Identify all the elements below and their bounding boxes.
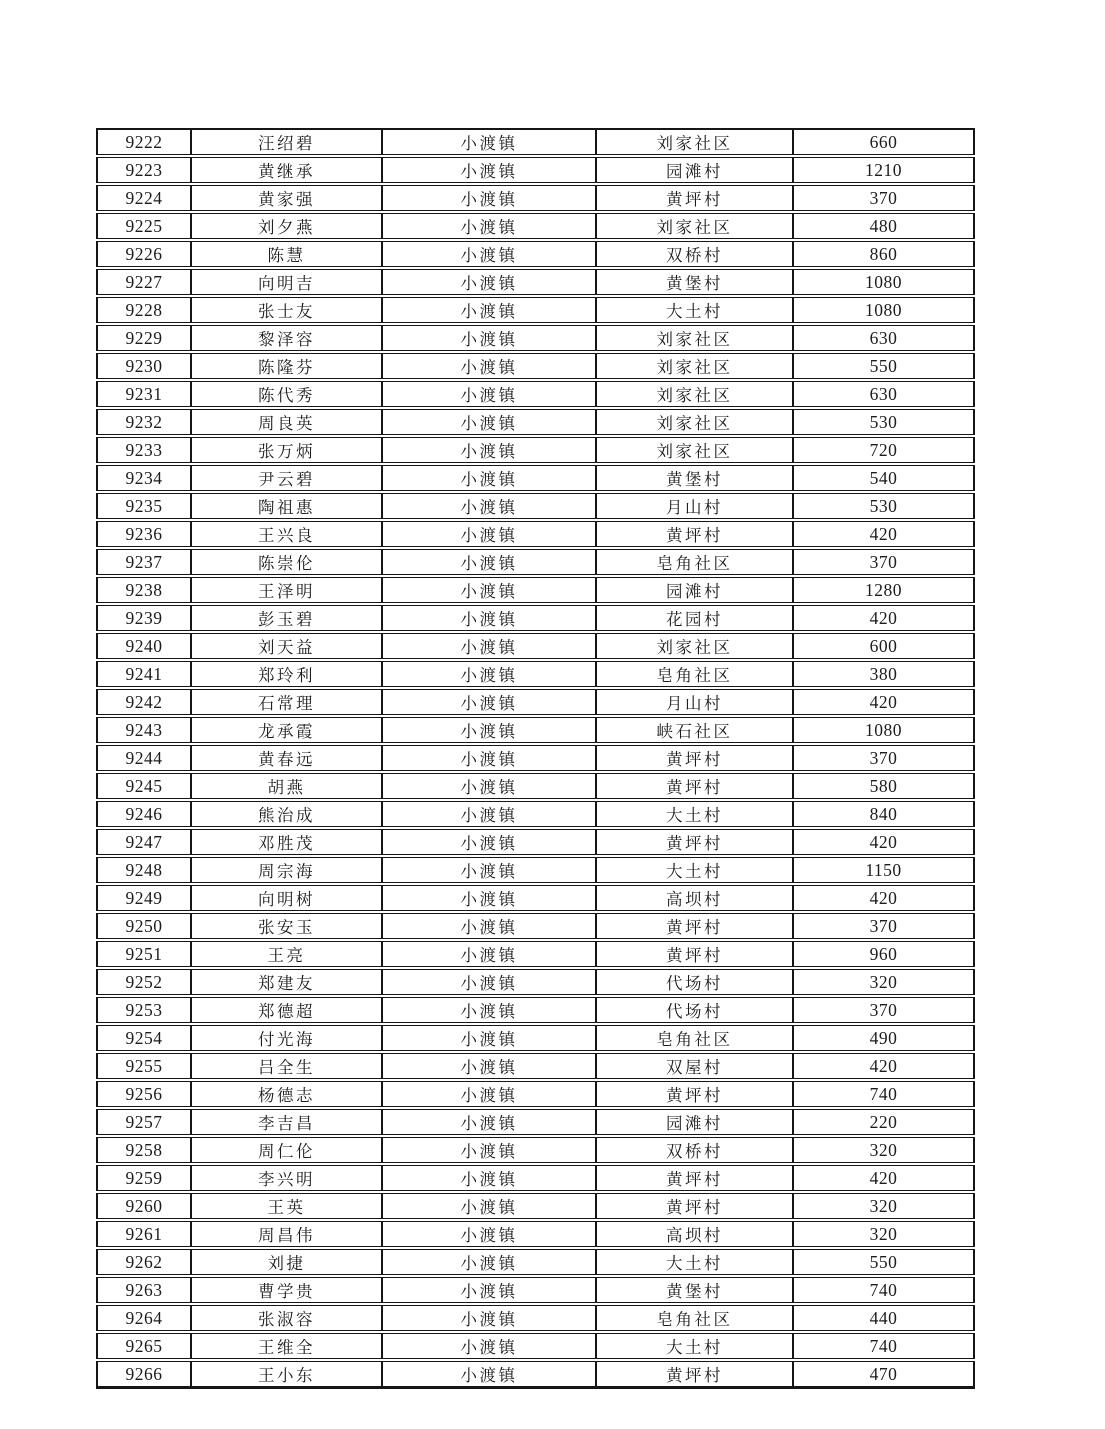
- table-row: [97, 520, 974, 548]
- cell-amount: 550: [793, 1248, 974, 1276]
- cell-village: 黄坪村: [596, 744, 793, 772]
- cell-id: 9234: [97, 464, 191, 492]
- cell-id: 9246: [97, 800, 191, 828]
- table-row: [97, 129, 974, 156]
- cell-town: 小渡镇: [382, 408, 596, 436]
- cell-village: 刘家社区: [596, 436, 793, 464]
- cell-name: 刘捷: [191, 1248, 382, 1276]
- cell-id: 9264: [97, 1304, 191, 1332]
- cell-amount: 540: [793, 464, 974, 492]
- cell-id: 9258: [97, 1136, 191, 1164]
- cell-town: 小渡镇: [382, 1136, 596, 1164]
- cell-village: 刘家社区: [596, 129, 793, 156]
- cell-amount: 1080: [793, 268, 974, 296]
- cell-id: 9239: [97, 604, 191, 632]
- cell-amount: 420: [793, 688, 974, 716]
- cell-village: 大土村: [596, 800, 793, 828]
- cell-name: 向明树: [191, 884, 382, 912]
- table-row: [97, 1276, 974, 1304]
- cell-town: 小渡镇: [382, 632, 596, 660]
- table-row: [97, 1024, 974, 1052]
- table-row: [97, 968, 974, 996]
- cell-name: 陶祖惠: [191, 492, 382, 520]
- cell-town: 小渡镇: [382, 1220, 596, 1248]
- table-row: [97, 268, 974, 296]
- cell-amount: 380: [793, 660, 974, 688]
- cell-name: 胡燕: [191, 772, 382, 800]
- table-row: [97, 828, 974, 856]
- cell-id: 9244: [97, 744, 191, 772]
- table-body: [97, 129, 974, 1388]
- cell-name: 张淑容: [191, 1304, 382, 1332]
- cell-town: 小渡镇: [382, 1248, 596, 1276]
- cell-name: 周良英: [191, 408, 382, 436]
- cell-town: 小渡镇: [382, 1276, 596, 1304]
- cell-name: 付光海: [191, 1024, 382, 1052]
- cell-id: 9254: [97, 1024, 191, 1052]
- table-row: [97, 1192, 974, 1220]
- cell-town: 小渡镇: [382, 716, 596, 744]
- cell-town: 小渡镇: [382, 1080, 596, 1108]
- cell-id: 9223: [97, 156, 191, 184]
- cell-village: 月山村: [596, 492, 793, 520]
- cell-town: 小渡镇: [382, 268, 596, 296]
- table-row: [97, 688, 974, 716]
- cell-village: 黄坪村: [596, 1192, 793, 1220]
- table-row: [97, 1220, 974, 1248]
- cell-amount: 320: [793, 1220, 974, 1248]
- cell-amount: 740: [793, 1080, 974, 1108]
- cell-name: 周昌伟: [191, 1220, 382, 1248]
- cell-id: 9226: [97, 240, 191, 268]
- cell-amount: 480: [793, 212, 974, 240]
- cell-amount: 320: [793, 1192, 974, 1220]
- cell-village: 双桥村: [596, 240, 793, 268]
- cell-id: 9249: [97, 884, 191, 912]
- table-row: [97, 184, 974, 212]
- cell-id: 9225: [97, 212, 191, 240]
- cell-town: 小渡镇: [382, 1304, 596, 1332]
- cell-name: 张安玉: [191, 912, 382, 940]
- cell-id: 9260: [97, 1192, 191, 1220]
- cell-id: 9261: [97, 1220, 191, 1248]
- cell-village: 峡石社区: [596, 716, 793, 744]
- cell-town: 小渡镇: [382, 828, 596, 856]
- cell-village: 黄坪村: [596, 1080, 793, 1108]
- cell-town: 小渡镇: [382, 352, 596, 380]
- cell-id: 9255: [97, 1052, 191, 1080]
- cell-amount: 420: [793, 828, 974, 856]
- cell-name: 郑德超: [191, 996, 382, 1024]
- table-row: [97, 436, 974, 464]
- cell-town: 小渡镇: [382, 436, 596, 464]
- cell-amount: 470: [793, 1360, 974, 1388]
- table-row: [97, 408, 974, 436]
- table-row: [97, 1136, 974, 1164]
- cell-amount: 370: [793, 744, 974, 772]
- cell-name: 黄家强: [191, 184, 382, 212]
- cell-id: 9263: [97, 1276, 191, 1304]
- cell-town: 小渡镇: [382, 296, 596, 324]
- cell-amount: 600: [793, 632, 974, 660]
- table-row: [97, 856, 974, 884]
- table-row: [97, 212, 974, 240]
- cell-village: 园滩村: [596, 156, 793, 184]
- cell-amount: 1210: [793, 156, 974, 184]
- cell-amount: 960: [793, 940, 974, 968]
- cell-village: 黄堡村: [596, 268, 793, 296]
- cell-name: 李兴明: [191, 1164, 382, 1192]
- cell-name: 黄继承: [191, 156, 382, 184]
- table-row: [97, 632, 974, 660]
- cell-id: 9229: [97, 324, 191, 352]
- cell-amount: 740: [793, 1276, 974, 1304]
- cell-village: 刘家社区: [596, 408, 793, 436]
- cell-amount: 630: [793, 380, 974, 408]
- table-row: [97, 1052, 974, 1080]
- table-row: [97, 324, 974, 352]
- cell-id: 9224: [97, 184, 191, 212]
- cell-town: 小渡镇: [382, 576, 596, 604]
- cell-amount: 420: [793, 1164, 974, 1192]
- cell-town: 小渡镇: [382, 1024, 596, 1052]
- cell-town: 小渡镇: [382, 688, 596, 716]
- cell-village: 黄坪村: [596, 912, 793, 940]
- cell-village: 黄坪村: [596, 940, 793, 968]
- table-row: [97, 996, 974, 1024]
- cell-name: 周仁伦: [191, 1136, 382, 1164]
- table-row: [97, 940, 974, 968]
- cell-village: 大土村: [596, 856, 793, 884]
- cell-name: 刘夕燕: [191, 212, 382, 240]
- cell-village: 皂角社区: [596, 1024, 793, 1052]
- cell-town: 小渡镇: [382, 884, 596, 912]
- cell-village: 花园村: [596, 604, 793, 632]
- cell-village: 刘家社区: [596, 212, 793, 240]
- cell-town: 小渡镇: [382, 772, 596, 800]
- cell-town: 小渡镇: [382, 1108, 596, 1136]
- cell-village: 刘家社区: [596, 352, 793, 380]
- cell-town: 小渡镇: [382, 464, 596, 492]
- cell-amount: 370: [793, 184, 974, 212]
- cell-id: 9236: [97, 520, 191, 548]
- cell-name: 张士友: [191, 296, 382, 324]
- table-row: [97, 156, 974, 184]
- cell-village: 黄坪村: [596, 1164, 793, 1192]
- cell-amount: 720: [793, 436, 974, 464]
- cell-name: 王兴良: [191, 520, 382, 548]
- cell-id: 9259: [97, 1164, 191, 1192]
- cell-village: 双屋村: [596, 1052, 793, 1080]
- table-row: [97, 1332, 974, 1360]
- cell-id: 9262: [97, 1248, 191, 1276]
- cell-id: 9266: [97, 1360, 191, 1388]
- table-row: [97, 492, 974, 520]
- cell-name: 黎泽容: [191, 324, 382, 352]
- cell-amount: 740: [793, 1332, 974, 1360]
- cell-town: 小渡镇: [382, 1164, 596, 1192]
- cell-village: 大土村: [596, 1248, 793, 1276]
- cell-name: 吕全生: [191, 1052, 382, 1080]
- beneficiary-table: [96, 128, 975, 1389]
- cell-amount: 630: [793, 324, 974, 352]
- table-row: [97, 716, 974, 744]
- cell-town: 小渡镇: [382, 324, 596, 352]
- cell-town: 小渡镇: [382, 380, 596, 408]
- cell-id: 9243: [97, 716, 191, 744]
- cell-name: 周宗海: [191, 856, 382, 884]
- cell-amount: 320: [793, 1136, 974, 1164]
- cell-name: 汪绍碧: [191, 129, 382, 156]
- cell-amount: 1150: [793, 856, 974, 884]
- cell-name: 石常理: [191, 688, 382, 716]
- table-row: [97, 240, 974, 268]
- cell-id: 9253: [97, 996, 191, 1024]
- cell-town: 小渡镇: [382, 1192, 596, 1220]
- table-row: [97, 884, 974, 912]
- cell-village: 黄坪村: [596, 520, 793, 548]
- cell-name: 邓胜茂: [191, 828, 382, 856]
- cell-village: 高坝村: [596, 1220, 793, 1248]
- cell-name: 熊治成: [191, 800, 382, 828]
- table-row: [97, 1164, 974, 1192]
- cell-amount: 370: [793, 912, 974, 940]
- table-row: [97, 1080, 974, 1108]
- cell-id: 9245: [97, 772, 191, 800]
- cell-id: 9228: [97, 296, 191, 324]
- table-row: [97, 352, 974, 380]
- cell-amount: 440: [793, 1304, 974, 1332]
- table-row: [97, 744, 974, 772]
- cell-village: 大土村: [596, 296, 793, 324]
- cell-village: 黄坪村: [596, 1360, 793, 1388]
- cell-id: 9265: [97, 1332, 191, 1360]
- table-row: [97, 296, 974, 324]
- cell-name: 陈代秀: [191, 380, 382, 408]
- cell-id: 9242: [97, 688, 191, 716]
- cell-amount: 550: [793, 352, 974, 380]
- cell-amount: 370: [793, 996, 974, 1024]
- cell-amount: 530: [793, 408, 974, 436]
- cell-amount: 860: [793, 240, 974, 268]
- cell-village: 代场村: [596, 996, 793, 1024]
- table-row: [97, 772, 974, 800]
- cell-name: 王亮: [191, 940, 382, 968]
- cell-name: 杨德志: [191, 1080, 382, 1108]
- cell-id: 9238: [97, 576, 191, 604]
- cell-amount: 1280: [793, 576, 974, 604]
- cell-name: 张万炳: [191, 436, 382, 464]
- cell-town: 小渡镇: [382, 744, 596, 772]
- cell-id: 9241: [97, 660, 191, 688]
- cell-town: 小渡镇: [382, 520, 596, 548]
- cell-name: 陈隆芬: [191, 352, 382, 380]
- cell-town: 小渡镇: [382, 996, 596, 1024]
- cell-name: 王泽明: [191, 576, 382, 604]
- cell-name: 郑玲利: [191, 660, 382, 688]
- cell-id: 9232: [97, 408, 191, 436]
- cell-village: 双桥村: [596, 1136, 793, 1164]
- cell-id: 9235: [97, 492, 191, 520]
- cell-village: 皂角社区: [596, 548, 793, 576]
- cell-id: 9247: [97, 828, 191, 856]
- cell-name: 陈慧: [191, 240, 382, 268]
- cell-amount: 420: [793, 604, 974, 632]
- cell-town: 小渡镇: [382, 156, 596, 184]
- cell-amount: 320: [793, 968, 974, 996]
- cell-amount: 1080: [793, 296, 974, 324]
- cell-town: 小渡镇: [382, 240, 596, 268]
- cell-amount: 370: [793, 548, 974, 576]
- cell-town: 小渡镇: [382, 129, 596, 156]
- cell-name: 王小东: [191, 1360, 382, 1388]
- cell-name: 李吉昌: [191, 1108, 382, 1136]
- cell-id: 9230: [97, 352, 191, 380]
- cell-village: 皂角社区: [596, 1304, 793, 1332]
- cell-town: 小渡镇: [382, 1360, 596, 1388]
- cell-village: 高坝村: [596, 884, 793, 912]
- cell-village: 黄坪村: [596, 772, 793, 800]
- cell-id: 9237: [97, 548, 191, 576]
- cell-id: 9248: [97, 856, 191, 884]
- cell-amount: 580: [793, 772, 974, 800]
- cell-town: 小渡镇: [382, 912, 596, 940]
- cell-id: 9252: [97, 968, 191, 996]
- cell-name: 尹云碧: [191, 464, 382, 492]
- cell-name: 彭玉碧: [191, 604, 382, 632]
- table-row: [97, 464, 974, 492]
- table-row: [97, 548, 974, 576]
- cell-town: 小渡镇: [382, 800, 596, 828]
- cell-town: 小渡镇: [382, 1332, 596, 1360]
- cell-village: 刘家社区: [596, 632, 793, 660]
- cell-town: 小渡镇: [382, 940, 596, 968]
- cell-amount: 840: [793, 800, 974, 828]
- table-row: [97, 1248, 974, 1276]
- cell-amount: 660: [793, 129, 974, 156]
- table-row: [97, 660, 974, 688]
- table-row: [97, 1304, 974, 1332]
- cell-name: 向明吉: [191, 268, 382, 296]
- cell-town: 小渡镇: [382, 660, 596, 688]
- cell-name: 陈崇伦: [191, 548, 382, 576]
- cell-name: 黄春远: [191, 744, 382, 772]
- cell-village: 黄坪村: [596, 828, 793, 856]
- cell-amount: 490: [793, 1024, 974, 1052]
- cell-id: 9256: [97, 1080, 191, 1108]
- table-row: [97, 800, 974, 828]
- cell-id: 9227: [97, 268, 191, 296]
- cell-village: 黄堡村: [596, 464, 793, 492]
- cell-town: 小渡镇: [382, 212, 596, 240]
- cell-village: 黄坪村: [596, 184, 793, 212]
- cell-id: 9257: [97, 1108, 191, 1136]
- cell-town: 小渡镇: [382, 604, 596, 632]
- cell-village: 园滩村: [596, 1108, 793, 1136]
- table-row: [97, 1108, 974, 1136]
- cell-amount: 220: [793, 1108, 974, 1136]
- cell-id: 9233: [97, 436, 191, 464]
- cell-town: 小渡镇: [382, 184, 596, 212]
- cell-id: 9250: [97, 912, 191, 940]
- cell-village: 皂角社区: [596, 660, 793, 688]
- cell-village: 大土村: [596, 1332, 793, 1360]
- cell-village: 园滩村: [596, 576, 793, 604]
- cell-town: 小渡镇: [382, 856, 596, 884]
- cell-name: 王英: [191, 1192, 382, 1220]
- table-row: [97, 576, 974, 604]
- cell-id: 9231: [97, 380, 191, 408]
- cell-name: 龙承霞: [191, 716, 382, 744]
- cell-name: 曹学贵: [191, 1276, 382, 1304]
- cell-name: 王维全: [191, 1332, 382, 1360]
- cell-id: 9251: [97, 940, 191, 968]
- cell-amount: 420: [793, 520, 974, 548]
- cell-town: 小渡镇: [382, 492, 596, 520]
- table-row: [97, 912, 974, 940]
- table-row: [97, 1360, 974, 1388]
- cell-id: 9240: [97, 632, 191, 660]
- cell-town: 小渡镇: [382, 968, 596, 996]
- cell-town: 小渡镇: [382, 1052, 596, 1080]
- cell-amount: 420: [793, 884, 974, 912]
- table-row: [97, 380, 974, 408]
- cell-village: 代场村: [596, 968, 793, 996]
- cell-town: 小渡镇: [382, 548, 596, 576]
- cell-village: 刘家社区: [596, 324, 793, 352]
- cell-name: 刘天益: [191, 632, 382, 660]
- cell-village: 刘家社区: [596, 380, 793, 408]
- cell-village: 月山村: [596, 688, 793, 716]
- cell-amount: 530: [793, 492, 974, 520]
- cell-amount: 420: [793, 1052, 974, 1080]
- cell-village: 黄堡村: [596, 1276, 793, 1304]
- cell-amount: 1080: [793, 716, 974, 744]
- table-row: [97, 604, 974, 632]
- cell-name: 郑建友: [191, 968, 382, 996]
- cell-id: 9222: [97, 129, 191, 156]
